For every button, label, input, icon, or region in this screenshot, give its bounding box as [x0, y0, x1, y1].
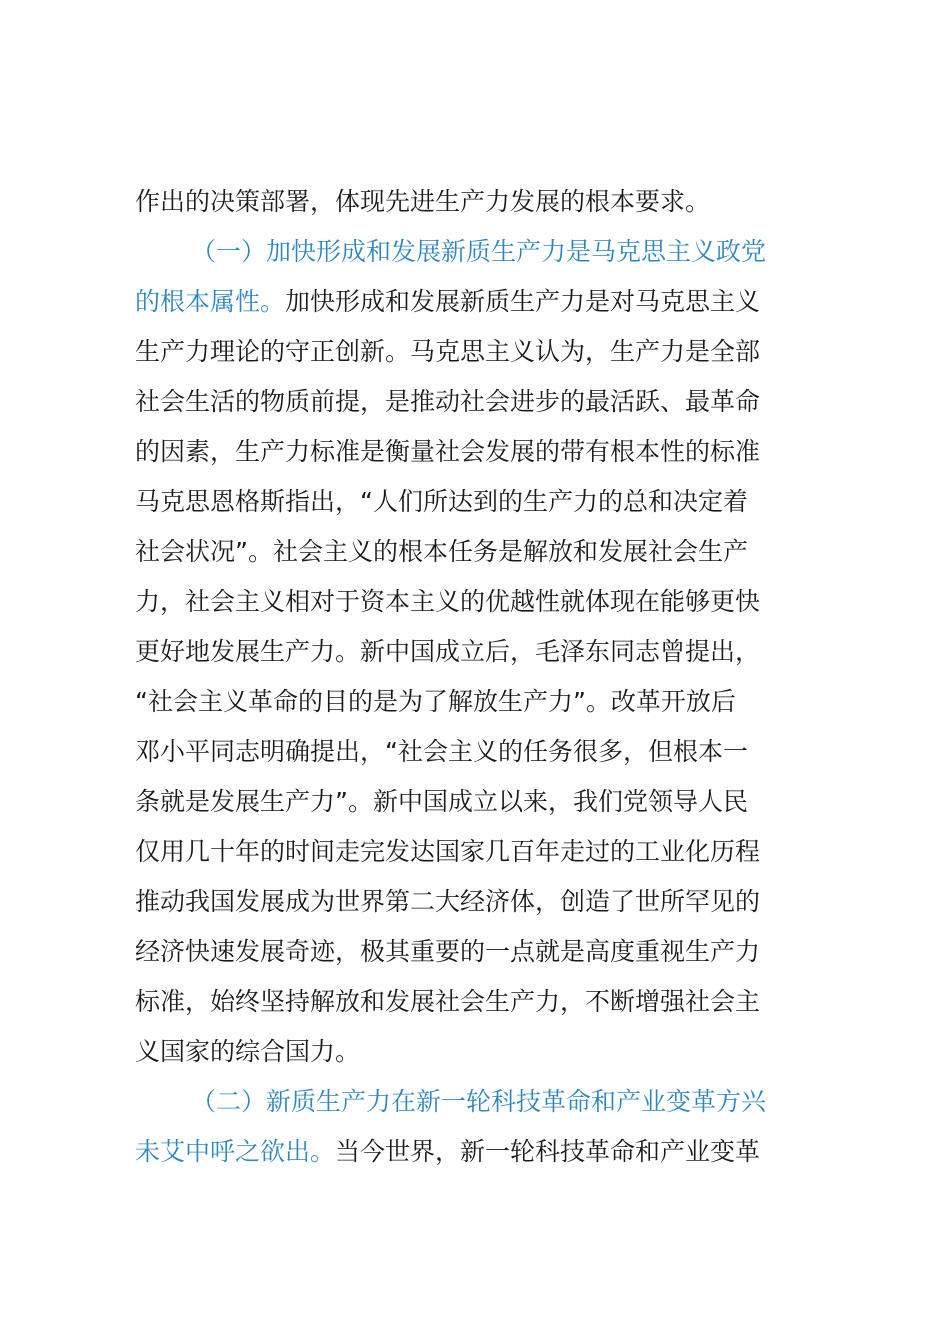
paragraph-text: 当今世界，新一轮科技革命和产业变革: [335, 1137, 761, 1166]
text-line: [135, 177, 835, 227]
text-line: [135, 577, 835, 627]
text-line: [135, 827, 835, 877]
text-line: [135, 527, 835, 577]
section-heading-1: （一）加快形成和发展新质生产力是马克思主义政党: [191, 237, 767, 266]
section-heading-2: （二）新质生产力在新一轮科技革命和产业变革方兴: [191, 1087, 767, 1116]
text-line: [135, 1027, 835, 1077]
paragraph-text: 邓小平同志明确提出，“社会主义的任务很多，但根本一: [135, 737, 748, 766]
section-heading-1-cont: 的根本属性。: [135, 287, 286, 316]
paragraph-text: 条就是发展生产力”。新中国成立以来，我们党领导人民: [135, 787, 748, 816]
paragraph-text: “社会主义革命的目的是为了解放生产力”。改革开放后: [135, 687, 736, 716]
paragraph-text: 义国家的综合国力。: [135, 1037, 361, 1066]
body-text: [135, 177, 835, 1177]
paragraph-text: 更好地发展生产力。新中国成立后，毛泽东同志曾提出，: [135, 637, 761, 666]
paragraph-text: 社会状况”。社会主义的根本任务是解放和发展社会生产: [135, 537, 748, 566]
text-line: [135, 677, 835, 727]
text-line: [135, 1077, 835, 1127]
paragraph-text: 生产力理论的守正创新。马克思主义认为，生产力是全部: [135, 337, 761, 366]
paragraph-text: 加快形成和发展新质生产力是对马克思主义: [285, 287, 761, 316]
text-line: [135, 627, 835, 677]
paragraph-text: 经济快速发展奇迹，极其重要的一点就是高度重视生产力: [135, 937, 761, 966]
text-line: [135, 327, 835, 377]
text-line: [135, 377, 835, 427]
text-line: [135, 227, 835, 277]
paragraph-text: 推动我国发展成为世界第二大经济体，创造了世所罕见的: [135, 887, 761, 916]
text-line: [135, 477, 835, 527]
paragraph-text: 作出的决策部署，体现先进生产力发展的根本要求。: [135, 187, 711, 216]
text-line: [135, 877, 835, 927]
text-line: [135, 777, 835, 827]
text-line: [135, 727, 835, 777]
paragraph-text: 马克思恩格斯指出，“人们所达到的生产力的总和决定着: [135, 487, 748, 516]
paragraph-text: 力，社会主义相对于资本主义的优越性就体现在能够更快: [135, 587, 761, 616]
text-line: [135, 977, 835, 1027]
text-line: [135, 1127, 835, 1177]
paragraph-text: 标准，始终坚持解放和发展社会生产力，不断增强社会主: [135, 987, 761, 1016]
paragraph-text: 的因素，生产力标准是衡量社会发展的带有根本性的标准: [135, 437, 761, 466]
paragraph-text: 社会生活的物质前提，是推动社会进步的最活跃、最革命: [135, 387, 761, 416]
section-heading-2-cont: 未艾中呼之欲出。: [135, 1137, 336, 1166]
paragraph-text: 仅用几十年的时间走完发达国家几百年走过的工业化历程: [135, 837, 761, 866]
text-line: [135, 927, 835, 977]
text-line: [135, 277, 835, 327]
text-line: [135, 427, 835, 477]
